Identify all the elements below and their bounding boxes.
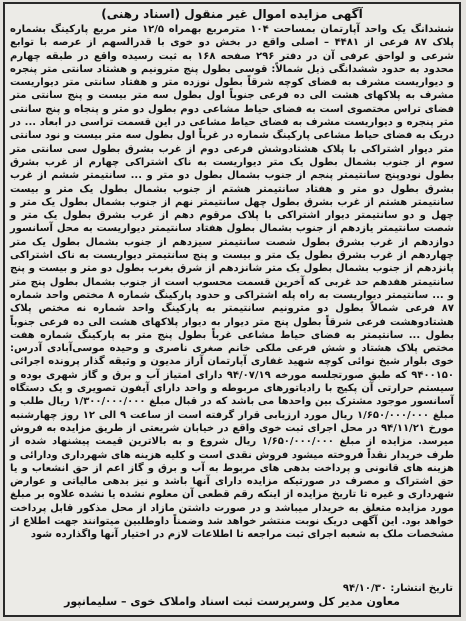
notice-footer [11, 582, 453, 612]
notice-title: آگهی مزایده اموال غیر منقول (اسناد رهنی) [101, 7, 363, 21]
notice-sheet [3, 2, 461, 617]
signature-line: معاون مدیر کل وسرپرست ثبت اسناد واملاک خوی – سلیمانپور [64, 595, 400, 608]
publication-date: تاریخ انتشار: ۹۴/۱۰/۳۰ [342, 583, 453, 594]
notice-body: ششدانگ یک واحد آپارتمان بمساحت ۱۰۴ مترمربع بهمراه ۱۲/۵ متر مربع پارکینگ بشماره پلاک ۸۷ فرعی از ۴۴۸۱ – اصلی واقع در بخش دو خوی با قدرالسهم از عرصه با توابع شرعی و لواحق عرفی آن در دفتر ۲۹۶ صفحه ۱۶۸ به ثبت رسیده واقع در طبقه چهارم محدود به حدود ششدانگی ذیل شمالاً: قوسی بطول پنج مترونیم و هشتاد سانتی متر پنجره و دیواریست مشرف به فضای کوچه شرقاً بطول نوزده متر و هفتاد سانتی متر دیواریست مشرف به پلاکهای هشت الی ده فرعی جنوباً اول بطول سه متر بیست و پنج سانتی متر فضای تراس مختصوی است به فضای حیاط مشاعی دوم بطول دو متر و پنجاه و پنج سانتی متر پنجره و دیواریست مشرف به فضای حیاط مشاعی در این قسمت تراسی در ابعاد ... در دریک به فضای حیاط مشاعی پارکینگ شماره در غرباً اول بطول سه متر بیست و نود سانتی متر دیوار اشتراکی با پلاک هشتادوشش فرعی دوم از غرب بشرق بطول سی سانتی متر سوم از جنوب بشمال بطول یک متر دیواریست به ناک اشتراکی چهارم از غرب بشرق بطول نودوپنج سانتیمتر پنجم از جنوب بشمال بطول دو متر و ... سانتیمتر ششم از غرب بشرق بطول دو متر و هفتاد سانتیمتر هشتم از جنوب بشمال بطول یک متر و بیست سانتیمتر هشتم از غرب بشرق بطول چهل سانتیمتر نهم از جنوب بشمال بطول یک متر و چهل و دو سانتیمتر دیوار اشتراکی با پلاک مرقوم دهم از غرب بشرق بطول یک متر و شصت سانتیمتر یازدهم از جنوب بشمال بطول هفتاد سانتیمتر دیواریست به محل آسانسور دوازدهم از غرب بشرق بطول شصت سانتیمتر سیزدهم از جنوب بشمال بطول یک متر چهاردهم از غرب بشرق بطول یک متر و بیست و پنج سانتیمتر دیواریست به ناک اشتراکی پانزدهم از جنوب بشمال بطول یک متر شانزدهم از شرق بغرب بطول دو متر و بیست و پنج سانتیمتر هفدهم حد غربی که آخرین قسمت محسوب است از جنوب بشمال بطول پنج متر و ... سانتیمتر دیواریست به راه پله اشتراکی و حدود پارکینگ شماره ۸ مختص واحد شماره ۸۷ فرعی شمالاً بطول دو مترونیم سانتیمتر به پارکینگ واحد شماره نه مختص پلاک هشتادوهشت فرعی شرقاً بطول پنج متر دیوار به دیوار پلاکهای هشت الی ده فرعی جنوباً بطول ... سانتیمتر به فضای حیاط مشاعی غرباً بطول پنج متر به پارکینگ شماره هفت مختص پلاک هشتاد و شش فرعی ملکی خانم صغری ناصری و وحیده موسی‌آبادی آدرس: خوی بلوار شیخ نوائی کوچه شهید غفاری آپارتمان آراز مدیون و وثیقه گذار پرونده اجرائی ۹۴۰۰۱۵۰ که طبق صورتجلسه مورخه ۹۴/۰۷/۱۹ دارای امتیاز آب و برق و گاز شهری بوده و سیستم حرارتی آن پکیج با رادیاتورهای مربوطه و واحد دارای آیفون تصویری و یک دستگاه آسانسور موجود مشترک بین واحدها می باشد که در قبال مبلغ ۱/۳۰۰/۰۰۰/۰۰۰ ریال طلب و مبلغ ۱/۶۵۰/۰۰۰/۰۰۰ ریال مورد ارزیابی قرار گرفته است از ساعت ۹ الی ۱۲ روز چهارشنبه مورخ ۹۴/۱۱/۲۱ در محل اجرای ثبت خوی واقع در خیابان شریعتی از طریق مزایده به فروش میرسد. مزایده از مبلغ ۱/۶۵۰/۰۰۰/۰۰۰ ریال شروع و به بالاترین قیمت پیشنهاد شده از طرف خریدار نقداً فروخته میشود فروش نقدی است و کلیه هزینه های شهرداری ودارائی و هزینه های قانونی و پرداخت بدهی های مربوط به آب و برق و گاز اعم از حق انشعاب و یا حق اشتراک و مصرف در صورتیکه مزایده دارای آنها باشد و نیز بدهی مالیاتی و عوارض شهرداری و غیره تا تاریخ مزایده از اینکه رقم قطعی آن معلوم نشده یا نشده علاوه بر مبلغ مورد مزایده متعلق به خریدار میباشد و در صورت داشتن مازاد از محل مذکور قابل پرداخت خواهد بود. این آگهی دریک نوبت منتشر خواهد شد وضمناً داوطلبین میتوانند جهت اطلاع از مشخصات ملک به شعبه اجرای ثبت مراجعه تا اطلاعات لازم در اختیار آنها واگذارده شود [10, 24, 455, 541]
